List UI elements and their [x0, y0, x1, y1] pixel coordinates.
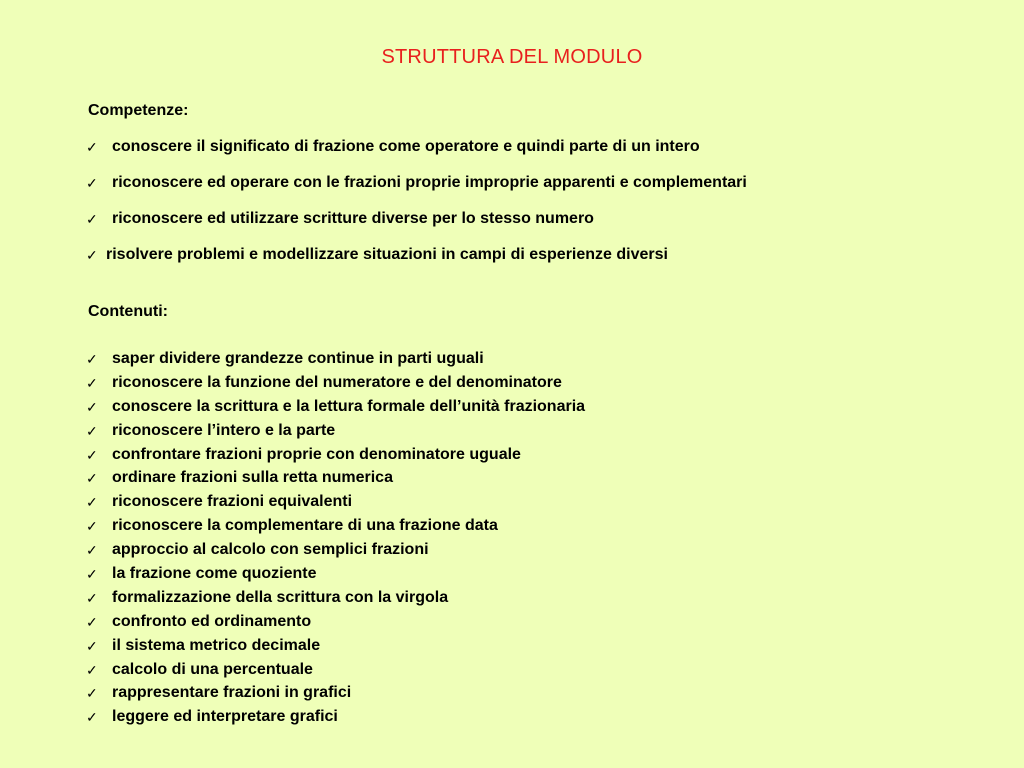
list-item-text: la frazione come quoziente: [112, 564, 317, 582]
checkmark-icon: ✓: [86, 494, 98, 511]
checkmark-icon: ✓: [86, 565, 98, 582]
list-item-text: risolvere problemi e modellizzare situazioni in campi di esperienze diversi: [106, 246, 668, 263]
list-item-text: calcolo di una percentuale: [112, 660, 313, 678]
list-item: [86, 705, 585, 729]
checkmark-icon: ✓: [86, 446, 98, 463]
list-item: [86, 466, 585, 490]
checkmark-icon: ✓: [86, 374, 98, 391]
checkmark-icon: ✓: [86, 589, 98, 606]
checkmark-icon: ✓: [86, 685, 98, 702]
checkmark-icon: ✓: [86, 175, 98, 191]
list-item: [86, 490, 585, 514]
list-item: [86, 237, 747, 273]
list-item: [86, 443, 585, 467]
list-item: [86, 610, 585, 634]
list-item: [86, 562, 585, 586]
list-item: [86, 658, 585, 682]
checkmark-icon: ✓: [86, 613, 98, 630]
checkmark-icon: ✓: [86, 211, 98, 227]
list-item-text: confronto ed ordinamento: [112, 612, 312, 630]
checkmark-icon: ✓: [86, 398, 98, 415]
list-item-text: approccio al calcolo con semplici frazioni: [112, 541, 429, 559]
list-item-text: conoscere il significato di frazione come operatore e quindi parte di un intero: [112, 138, 700, 155]
list-item-text: rappresentare frazioni in grafici: [112, 684, 352, 702]
contenuti-list: [86, 347, 585, 729]
list-item: [86, 634, 585, 658]
list-item-text: riconoscere frazioni equivalenti: [112, 493, 353, 511]
list-item-text: riconoscere ed operare con le frazioni proprie improprie apparenti e complementari: [112, 174, 747, 191]
list-item-text: riconoscere la complementare di una frazione data: [112, 517, 498, 535]
checkmark-icon: ✓: [86, 422, 98, 439]
competenze-list: [86, 129, 747, 273]
list-item-text: il sistema metrico decimale: [112, 636, 321, 654]
list-item: [86, 395, 585, 419]
slide-title: STRUTTURA DEL MODULO: [381, 46, 643, 68]
checkmark-icon: ✓: [86, 661, 98, 678]
checkmark-icon: ✓: [86, 518, 98, 535]
checkmark-icon: ✓: [86, 637, 98, 654]
contenuti-heading: Contenuti:: [88, 303, 168, 320]
list-item-text: riconoscere ed utilizzare scritture diverse per lo stesso numero: [112, 210, 594, 227]
list-item: [86, 165, 747, 201]
list-item: [86, 419, 585, 443]
list-item-text: saper dividere grandezze continue in parti uguali: [112, 349, 484, 367]
list-item-text: confrontare frazioni proprie con denominatore uguale: [112, 445, 521, 463]
list-item-text: ordinare frazioni sulla retta numerica: [112, 469, 393, 487]
list-item-text: formalizzazione della scrittura con la virgola: [112, 588, 449, 606]
checkmark-icon: ✓: [86, 542, 98, 559]
list-item-text: leggere ed interpretare grafici: [112, 708, 338, 726]
checkmark-icon: ✓: [86, 470, 98, 487]
list-item: [86, 129, 747, 165]
list-item: [86, 347, 585, 371]
list-item-text: conoscere la scrittura e la lettura formale dell’unità frazionaria: [112, 397, 586, 415]
list-item: [86, 201, 747, 237]
list-item: [86, 538, 585, 562]
list-item: [86, 586, 585, 610]
list-item-text: riconoscere la funzione del numeratore e del denominatore: [112, 373, 562, 391]
list-item: [86, 681, 585, 705]
list-item: [86, 371, 585, 395]
checkmark-icon: ✓: [86, 350, 98, 367]
competenze-heading: Competenze:: [88, 102, 189, 119]
list-item-text: riconoscere l’intero e la parte: [112, 421, 336, 439]
checkmark-icon: ✓: [86, 247, 98, 263]
list-item: [86, 514, 585, 538]
checkmark-icon: ✓: [86, 709, 98, 726]
checkmark-icon: ✓: [86, 139, 98, 155]
